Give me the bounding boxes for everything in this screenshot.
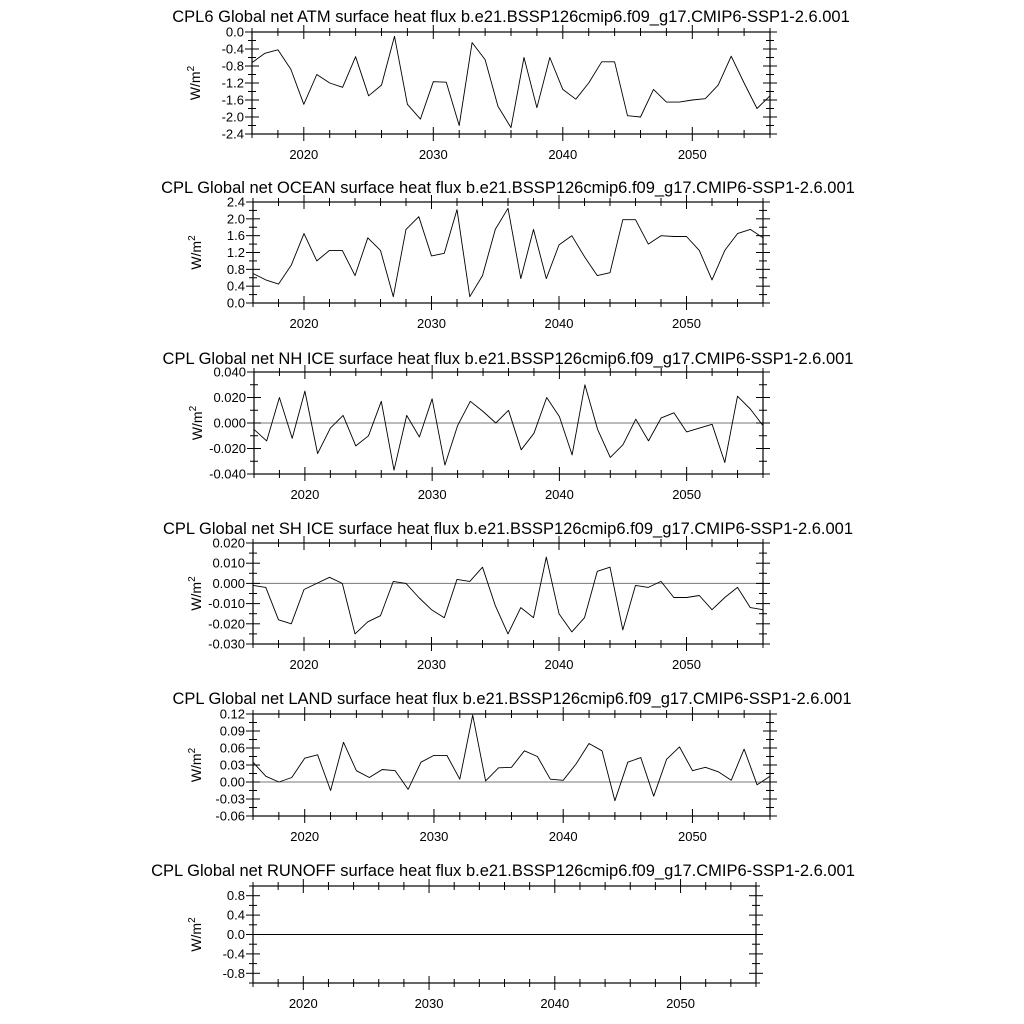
y-tick-label: 0.0 bbox=[226, 295, 245, 311]
x-tick-label: 2030 bbox=[417, 487, 447, 502]
y-axis-label bbox=[186, 65, 203, 100]
y-axis-label bbox=[187, 576, 204, 611]
y-axis-label-sup: 2 bbox=[187, 917, 198, 923]
chart-title: CPL Global net LAND surface heat flux b.e21.BSSP126cmip6.f09_g17.CMIP6-SSP1-2.6.001 bbox=[172, 690, 852, 708]
y-tick-label: 0.020 bbox=[212, 535, 245, 551]
y-tick-label: 0.8 bbox=[226, 888, 245, 904]
x-tick-label: 2030 bbox=[418, 147, 448, 162]
y-tick-label: 2.4 bbox=[226, 194, 245, 210]
x-tick-label: 2020 bbox=[290, 487, 320, 502]
x-tick-label: 2040 bbox=[548, 147, 578, 162]
chart-panel bbox=[172, 8, 850, 162]
y-axis-label bbox=[187, 917, 204, 952]
chart-panel bbox=[163, 520, 853, 672]
y-tick-label: -0.020 bbox=[209, 441, 246, 456]
y-tick-label: 0.4 bbox=[226, 278, 245, 294]
y-axis-label bbox=[187, 747, 204, 782]
y-tick-label: 0.03 bbox=[219, 757, 245, 773]
chart-title: CPL Global net RUNOFF surface heat flux b.e21.BSSP126cmip6.f09_g17.CMIP6-SSP1-2.6.001 bbox=[151, 862, 855, 880]
y-tick-label: 0.020 bbox=[213, 390, 246, 405]
y-axis-label bbox=[188, 405, 205, 440]
y-tick-label: 1.6 bbox=[226, 228, 245, 244]
y-axis-label-sup: 2 bbox=[187, 235, 198, 241]
y-tick-label: 0.010 bbox=[212, 555, 245, 571]
y-tick-label: -0.8 bbox=[221, 58, 244, 74]
x-tick-label: 2030 bbox=[414, 996, 444, 1011]
x-tick-label: 2020 bbox=[290, 829, 320, 844]
plot-frame bbox=[253, 202, 763, 303]
y-tick-label: -0.040 bbox=[209, 466, 246, 482]
series-line bbox=[253, 208, 763, 296]
y-axis-label-text: W/m bbox=[187, 71, 203, 101]
series-line bbox=[253, 715, 770, 801]
y-axis-label-text: W/m bbox=[188, 753, 204, 783]
x-tick-label: 2050 bbox=[672, 487, 702, 502]
x-tick-label: 2040 bbox=[544, 657, 574, 672]
y-tick-label: -2.0 bbox=[221, 109, 244, 125]
x-tick-label: 2030 bbox=[419, 829, 449, 844]
y-tick-label: 0.09 bbox=[219, 723, 245, 739]
x-tick-label: 2030 bbox=[417, 316, 446, 331]
y-tick-label: 0.12 bbox=[219, 706, 245, 722]
y-tick-label: 0.0 bbox=[225, 24, 244, 40]
x-tick-label: 2030 bbox=[417, 657, 446, 672]
chart-title: CPL Global net SH ICE surface heat flux b.e21.BSSP126cmip6.f09_g17.CMIP6-SSP1-2.6.001 bbox=[162, 520, 854, 538]
y-tick-label: -0.4 bbox=[221, 41, 244, 57]
series-line bbox=[254, 385, 763, 470]
y-tick-label: 0.000 bbox=[213, 415, 246, 431]
y-tick-label: -0.8 bbox=[222, 965, 245, 981]
chart-panel bbox=[163, 350, 854, 502]
y-tick-label: 0.8 bbox=[226, 261, 245, 277]
series-line bbox=[252, 36, 770, 127]
y-tick-label: 0.06 bbox=[219, 740, 245, 756]
chart-title: CPL Global net NH ICE surface heat flux b.e21.BSSP126cmip6.f09_g17.CMIP6-SSP1-2.6.001 bbox=[162, 350, 854, 368]
y-axis-label-sup: 2 bbox=[187, 747, 198, 754]
x-tick-label: 2040 bbox=[548, 829, 578, 844]
chart-panel bbox=[151, 862, 855, 1011]
x-tick-label: 2020 bbox=[289, 147, 319, 162]
y-tick-label: -0.030 bbox=[208, 636, 245, 652]
x-tick-label: 2020 bbox=[289, 657, 319, 672]
x-tick-label: 2040 bbox=[544, 487, 574, 502]
x-tick-label: 2050 bbox=[672, 316, 701, 331]
y-tick-label: 0.00 bbox=[219, 774, 245, 790]
x-tick-label: 2050 bbox=[677, 147, 707, 162]
y-axis-label-text: W/m bbox=[189, 411, 205, 441]
x-tick-label: 2050 bbox=[666, 996, 696, 1011]
y-axis-label-sup: 2 bbox=[186, 65, 197, 72]
chart-title: CPL Global net OCEAN surface heat flux b.e21.BSSP126cmip6.f09_g17.CMIP6-SSP1-2.6.001 bbox=[161, 179, 855, 197]
y-tick-label: -0.010 bbox=[208, 596, 245, 612]
x-tick-label: 2040 bbox=[544, 316, 574, 331]
x-tick-label: 2020 bbox=[289, 316, 319, 331]
y-tick-label: -2.4 bbox=[221, 126, 244, 142]
plot-frame bbox=[253, 714, 770, 816]
y-tick-label: -0.4 bbox=[222, 946, 245, 962]
y-axis-label-sup: 2 bbox=[188, 405, 199, 412]
plot-frame bbox=[253, 543, 763, 644]
y-tick-label: -0.03 bbox=[215, 791, 245, 807]
y-tick-label: -0.06 bbox=[215, 808, 245, 824]
y-tick-label: 0.0 bbox=[226, 927, 245, 942]
x-tick-label: 2050 bbox=[677, 829, 707, 844]
y-tick-label: 1.2 bbox=[226, 245, 245, 260]
y-tick-label: -1.2 bbox=[221, 75, 244, 91]
chart-panel bbox=[172, 690, 851, 844]
y-tick-label: 0.040 bbox=[213, 364, 246, 380]
y-tick-label: 0.000 bbox=[212, 575, 245, 591]
y-axis-label-text: W/m bbox=[188, 240, 204, 270]
y-tick-label: -1.6 bbox=[221, 92, 244, 108]
y-axis-label bbox=[187, 235, 204, 270]
y-axis-label-text: W/m bbox=[188, 581, 204, 611]
x-tick-label: 2020 bbox=[288, 996, 318, 1011]
series-line bbox=[253, 557, 763, 634]
y-tick-label: 2.0 bbox=[226, 211, 245, 227]
y-axis-label-text: W/m bbox=[188, 922, 204, 952]
chart-panel bbox=[161, 179, 855, 331]
y-tick-label: 0.4 bbox=[226, 907, 245, 923]
x-tick-label: 2040 bbox=[540, 996, 570, 1011]
x-tick-label: 2050 bbox=[672, 657, 701, 672]
y-tick-label: -0.020 bbox=[208, 616, 245, 632]
y-axis-label-sup: 2 bbox=[187, 576, 198, 582]
chart-title: CPL6 Global net ATM surface heat flux b.e21.BSSP126cmip6.f09_g17.CMIP6-SSP1-2.6.001 bbox=[172, 8, 850, 26]
